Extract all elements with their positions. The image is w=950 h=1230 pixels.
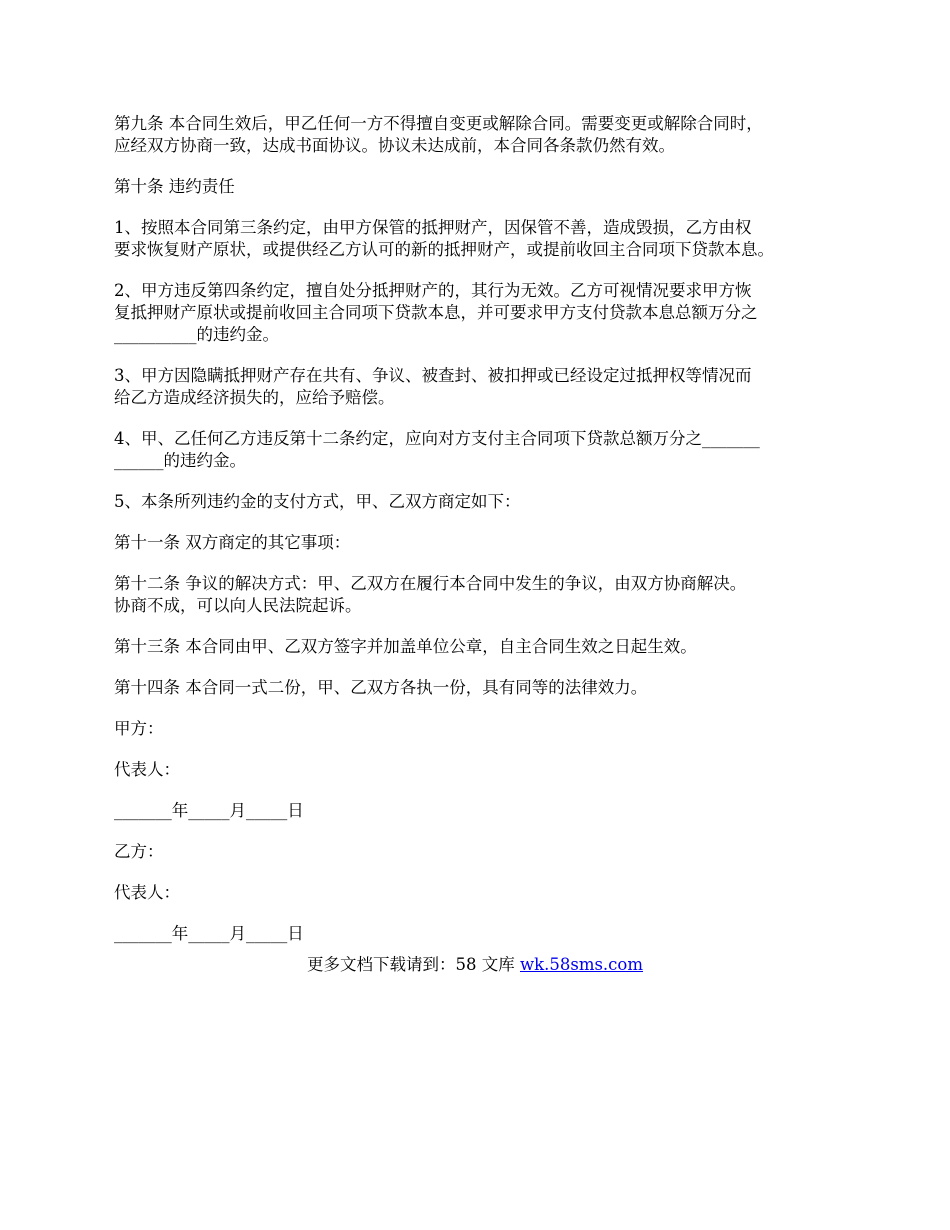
clause-11 (114, 532, 844, 554)
download-footer (0, 954, 950, 976)
clause-10-item-4 (114, 428, 844, 472)
text-line: ______的违约金。 (114, 451, 246, 470)
text-line: 第十一条 双方商定的其它事项： (114, 533, 351, 552)
text-line: 4、甲、乙任何乙方违反第十二条约定，应向对方支付主合同项下贷款总额万分之_______ (114, 429, 760, 448)
text-line: 代表人： (114, 760, 180, 779)
text-line: 2、甲方违反第四条约定，擅自处分抵押财产的，其行为无效。乙方可视情况要求甲方恢 (114, 281, 752, 300)
party-a-representative-label (114, 759, 844, 781)
text-line: 1、按照本合同第三条约定，由甲方保管的抵押财产，因保管不善，造成毁损，乙方由权 (114, 218, 752, 237)
text-line: _______年_____月_____日 (114, 924, 304, 943)
text-line: _______年_____月_____日 (114, 801, 304, 820)
text-line: 乙方： (114, 842, 164, 861)
party-a-label (114, 718, 844, 740)
text-line: 第十条 违约责任 (114, 177, 235, 196)
footer-link[interactable]: wk.58sms.com (519, 955, 643, 974)
clause-10-item-1 (114, 217, 844, 261)
party-a-date-line (114, 800, 844, 822)
text-line: 3、甲方因隐瞒抵押财产存在共有、争议、被查封、被扣押或已经设定过抵押权等情况而 (114, 366, 752, 385)
text-line: 5、本条所列违约金的支付方式，甲、乙双方商定如下： (114, 492, 521, 511)
text-line: 第九条 本合同生效后，甲乙任何一方不得擅自变更或解除合同。需要变更或解除合同时， (114, 114, 763, 133)
clause-10-heading (114, 176, 844, 198)
clause-14 (114, 677, 844, 699)
text-line: 协商不成，可以向人民法院起诉。 (114, 596, 362, 615)
clause-12 (114, 573, 844, 617)
footer-text: 更多文档下载请到：58 文库 (306, 955, 520, 974)
text-line: 第十二条 争议的解决方式：甲、乙双方在履行本合同中发生的争议，由双方协商解决。 (114, 574, 747, 593)
party-b-date-line (114, 923, 844, 945)
clause-10-item-2 (114, 280, 844, 346)
party-b-label (114, 841, 844, 863)
clause-13 (114, 636, 844, 658)
clause-10-item-5 (114, 491, 844, 513)
party-b-representative-label (114, 882, 844, 904)
text-line: 要求恢复财产原状，或提供经乙方认可的新的抵押财产，或提前收回主合同项下贷款本息。 (114, 240, 774, 259)
clause-10-item-3 (114, 365, 844, 409)
text-line: 应经双方协商一致，达成书面协议。协议未达成前，本合同各条款仍然有效。 (114, 136, 675, 155)
text-line: 甲方： (114, 719, 164, 738)
text-line: 复抵押财产原状或提前收回主合同项下贷款本息，并可要求甲方支付贷款本息总额万分之 (114, 303, 758, 322)
text-line: 代表人： (114, 883, 180, 902)
text-line: 第十四条 本合同一式二份，甲、乙双方各执一份，具有同等的法律效力。 (114, 678, 648, 697)
clause-9 (114, 113, 844, 157)
text-line: 第十三条 本合同由甲、乙双方签字并加盖单位公章，自主合同生效之日起生效。 (114, 637, 697, 656)
text-line: __________的违约金。 (114, 325, 279, 344)
document-body (114, 113, 844, 964)
text-line: 给乙方造成经济损失的，应给予赔偿。 (114, 388, 395, 407)
